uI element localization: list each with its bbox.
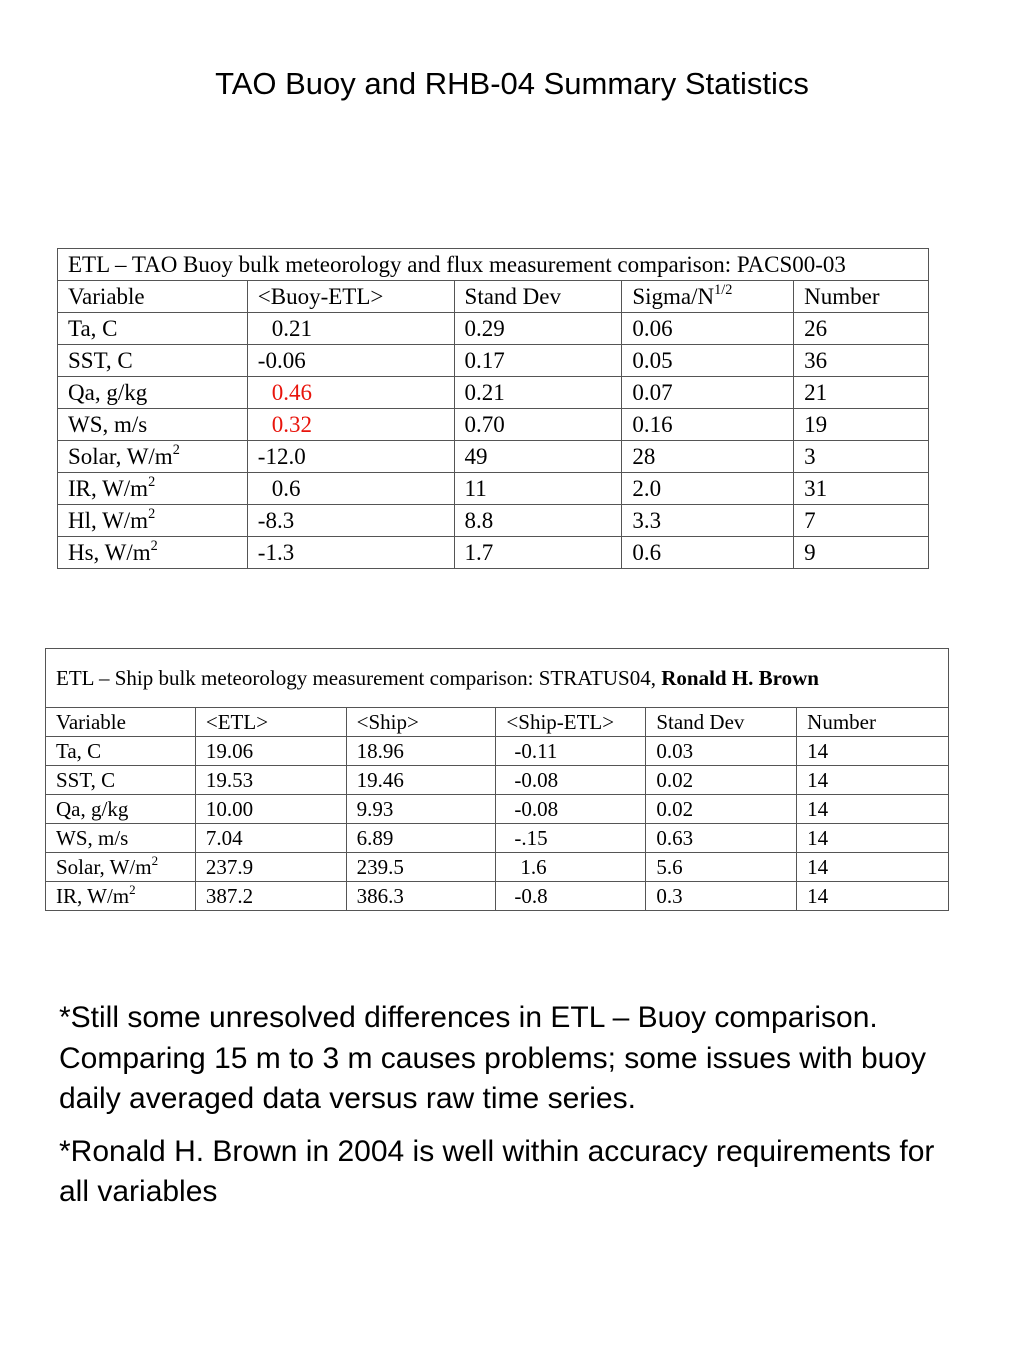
cell-variable: Hl, $W/m^2$ bbox=[58, 505, 248, 537]
cell-diff: -0.08 bbox=[496, 795, 646, 824]
cell-etl: 10.00 bbox=[195, 795, 346, 824]
header-stand-dev: Stand Dev bbox=[454, 281, 622, 313]
note-paragraph: *Ronald H. Brown in 2004 is well within accuracy requirements for all variables bbox=[59, 1134, 935, 1208]
cell-diff-highlight: 0.46 bbox=[247, 377, 454, 409]
cell-ship: 18.96 bbox=[346, 737, 496, 766]
cell-variable: IR, $W/m^2$ bbox=[46, 882, 196, 911]
cell-variable: Hs, $W/m^2$ bbox=[58, 537, 248, 569]
cell-stdev: 49 bbox=[454, 441, 622, 473]
header-stand-dev: Stand Dev bbox=[646, 708, 797, 737]
cell-diff: -0.08 bbox=[496, 766, 646, 795]
cell-stdev: 0.21 bbox=[454, 377, 622, 409]
cell-sigma: 0.16 bbox=[622, 409, 794, 441]
cell-sigma: 0.06 bbox=[622, 313, 794, 345]
cell-number: 14 bbox=[797, 766, 949, 795]
table-caption: ETL – TAO Buoy bulk meteorology and flux measurement comparison: PACS00-03 bbox=[58, 249, 929, 281]
header-number: Number bbox=[797, 708, 949, 737]
cell-stdev: 0.70 bbox=[454, 409, 622, 441]
notes-section bbox=[59, 998, 959, 1225]
buoy-comparison-table bbox=[57, 248, 929, 569]
cell-number: 31 bbox=[794, 473, 929, 505]
table-row bbox=[58, 377, 929, 409]
cell-diff: -.15 bbox=[496, 824, 646, 853]
header-ship-etl: <Ship-ETL> bbox=[496, 708, 646, 737]
cell-etl: 19.53 bbox=[195, 766, 346, 795]
cell-number: 14 bbox=[797, 882, 949, 911]
cell-number: 3 bbox=[794, 441, 929, 473]
cell-diff: 0.6 bbox=[247, 473, 454, 505]
cell-diff: -0.06 bbox=[247, 345, 454, 377]
cell-number: 26 bbox=[794, 313, 929, 345]
cell-number: 14 bbox=[797, 824, 949, 853]
table-row bbox=[46, 766, 949, 795]
cell-stdev: 0.02 bbox=[646, 795, 797, 824]
cell-number: 19 bbox=[794, 409, 929, 441]
cell-etl: 237.9 bbox=[195, 853, 346, 882]
cell-number: 14 bbox=[797, 853, 949, 882]
cell-variable: SST, C bbox=[46, 766, 196, 795]
cell-stdev: 0.02 bbox=[646, 766, 797, 795]
cell-stdev: 0.03 bbox=[646, 737, 797, 766]
cell-stdev: 8.8 bbox=[454, 505, 622, 537]
cell-variable: Qa, g/kg bbox=[46, 795, 196, 824]
header-buoy-etl: <Buoy-ETL> bbox=[247, 281, 454, 313]
table-row bbox=[46, 882, 949, 911]
cell-diff: -0.11 bbox=[496, 737, 646, 766]
cell-diff: -12.0 bbox=[247, 441, 454, 473]
cell-number: 7 bbox=[794, 505, 929, 537]
cell-variable: Ta, C bbox=[58, 313, 248, 345]
table-caption-row bbox=[46, 649, 949, 708]
cell-number: 36 bbox=[794, 345, 929, 377]
table-row bbox=[58, 345, 929, 377]
note-paragraph: *Still some unresolved differences in ETL – Buoy comparison. Comparing 15 m to 3 m causes problems; some issues with buoy daily averaged data versus raw time series. bbox=[59, 1001, 927, 1115]
cell-diff: -0.8 bbox=[496, 882, 646, 911]
cell-etl: 387.2 bbox=[195, 882, 346, 911]
cell-number: 21 bbox=[794, 377, 929, 409]
table-row bbox=[46, 737, 949, 766]
cell-diff: 1.6 bbox=[496, 853, 646, 882]
table-row bbox=[58, 537, 929, 569]
cell-number: 9 bbox=[794, 537, 929, 569]
table-header-row bbox=[46, 708, 949, 737]
cell-ship: 19.46 bbox=[346, 766, 496, 795]
cell-sigma: 0.05 bbox=[622, 345, 794, 377]
cell-etl: 19.06 bbox=[195, 737, 346, 766]
cell-stdev: 5.6 bbox=[646, 853, 797, 882]
ship-comparison-table bbox=[45, 648, 949, 911]
table-caption-row bbox=[58, 249, 929, 281]
cell-sigma: 0.6 bbox=[622, 537, 794, 569]
cell-diff: -8.3 bbox=[247, 505, 454, 537]
cell-ship: 386.3 bbox=[346, 882, 496, 911]
cell-sigma: 3.3 bbox=[622, 505, 794, 537]
cell-sigma: 28 bbox=[622, 441, 794, 473]
cell-variable: Qa, g/kg bbox=[58, 377, 248, 409]
header-etl: <ETL> bbox=[195, 708, 346, 737]
page-title: TAO Buoy and RHB-04 Summary Statistics bbox=[215, 66, 809, 101]
cell-variable: WS, m/s bbox=[58, 409, 248, 441]
cell-ship: 239.5 bbox=[346, 853, 496, 882]
cell-stdev: 0.17 bbox=[454, 345, 622, 377]
cell-stdev: 0.29 bbox=[454, 313, 622, 345]
table-row bbox=[46, 853, 949, 882]
cell-etl: 7.04 bbox=[195, 824, 346, 853]
table-row bbox=[58, 313, 929, 345]
table-row bbox=[46, 795, 949, 824]
header-variable: Variable bbox=[58, 281, 248, 313]
cell-diff-highlight: 0.32 bbox=[247, 409, 454, 441]
cell-variable: WS, m/s bbox=[46, 824, 196, 853]
header-number: Number bbox=[794, 281, 929, 313]
cell-variable: SST, C bbox=[58, 345, 248, 377]
cell-diff: -1.3 bbox=[247, 537, 454, 569]
cell-number: 14 bbox=[797, 737, 949, 766]
cell-sigma: 2.0 bbox=[622, 473, 794, 505]
cell-variable: Solar, $W/m^2$ bbox=[46, 853, 196, 882]
cell-stdev: 0.3 bbox=[646, 882, 797, 911]
cell-variable: IR, $W/m^2$ bbox=[58, 473, 248, 505]
header-ship: <Ship> bbox=[346, 708, 496, 737]
cell-stdev: 1.7 bbox=[454, 537, 622, 569]
header-variable: Variable bbox=[46, 708, 196, 737]
cell-stdev: 11 bbox=[454, 473, 622, 505]
cell-ship: 9.93 bbox=[346, 795, 496, 824]
table-row bbox=[58, 441, 929, 473]
cell-diff: 0.21 bbox=[247, 313, 454, 345]
table-row bbox=[46, 824, 949, 853]
cell-stdev: 0.63 bbox=[646, 824, 797, 853]
table-header-row bbox=[58, 281, 929, 313]
cell-ship: 6.89 bbox=[346, 824, 496, 853]
table-row bbox=[58, 409, 929, 441]
cell-variable: Solar, $W/m^2$ bbox=[58, 441, 248, 473]
cell-variable: Ta, C bbox=[46, 737, 196, 766]
table-caption: ETL – Ship bulk meteorology measurement comparison: STRATUS04, Ronald H. Brown bbox=[46, 649, 949, 708]
header-sigma: Sigma/$N^{1/2}$ bbox=[622, 281, 794, 313]
cell-sigma: 0.07 bbox=[622, 377, 794, 409]
table-row bbox=[58, 473, 929, 505]
table-row bbox=[58, 505, 929, 537]
cell-number: 14 bbox=[797, 795, 949, 824]
